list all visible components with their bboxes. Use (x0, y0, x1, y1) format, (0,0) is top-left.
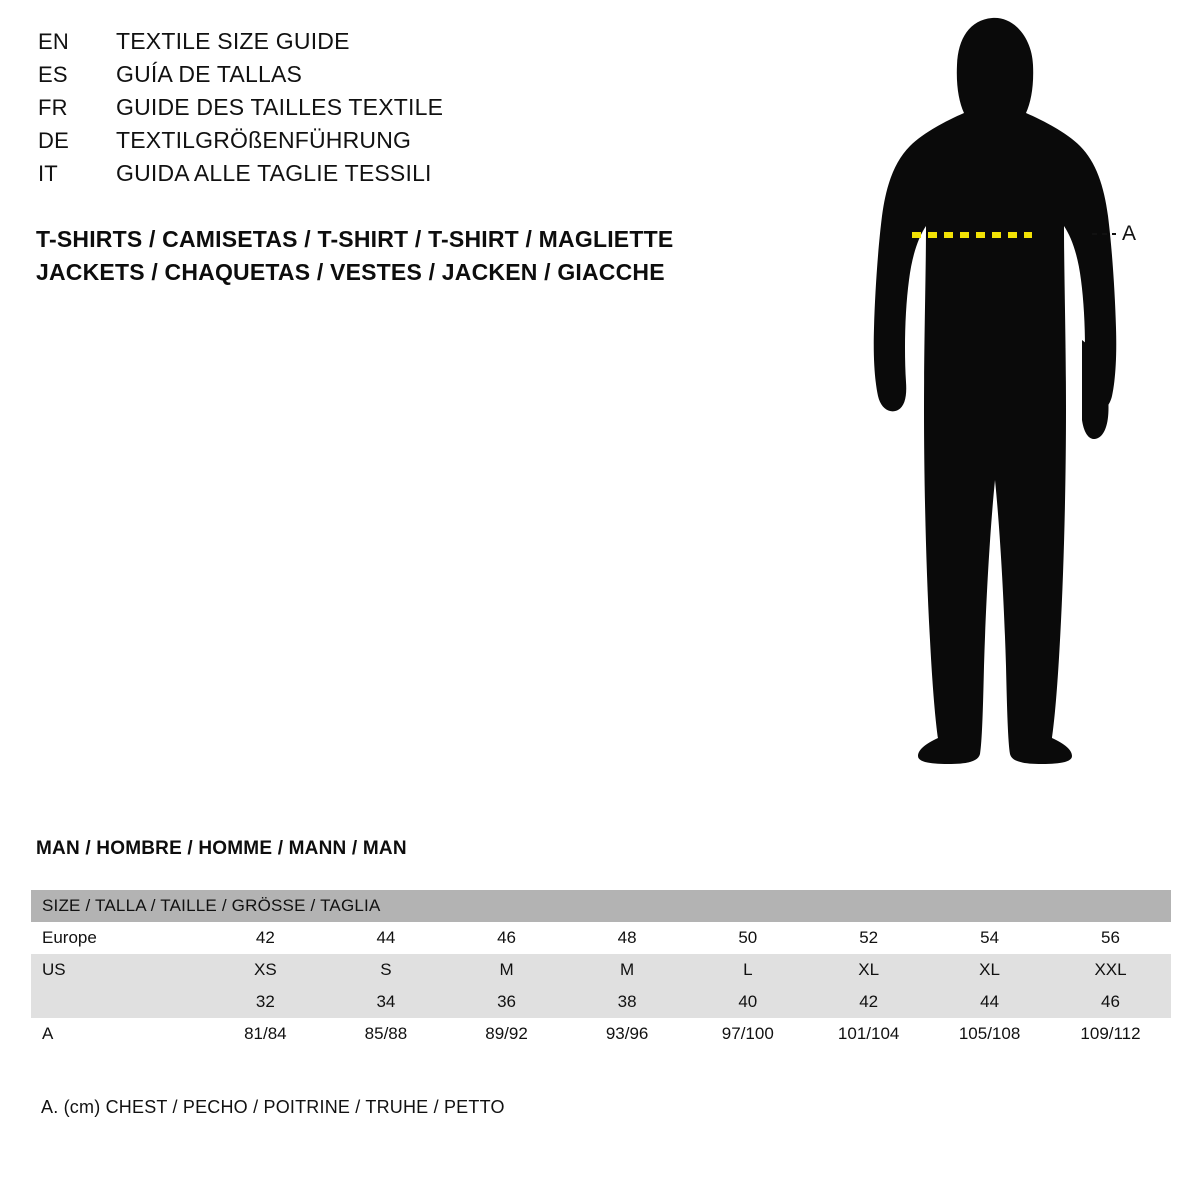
table-cell: 52 (808, 922, 929, 954)
size-table (31, 890, 1171, 1050)
table-cell: 44 (326, 922, 447, 954)
table-cell: M (446, 954, 567, 986)
table-cell: M (567, 954, 688, 986)
row-label: A (31, 1018, 205, 1050)
table-cell: XL (808, 954, 929, 986)
table-footnote: A. (cm) CHEST / PECHO / POITRINE / TRUHE / PETTO (41, 1097, 505, 1117)
table-row (31, 954, 1171, 986)
language-code: IT (38, 161, 58, 186)
row-label (31, 986, 205, 1018)
table-cell: 97/100 (687, 1018, 808, 1050)
table-cell: 38 (567, 986, 688, 1018)
language-row (38, 160, 738, 193)
language-row (38, 127, 738, 160)
table-cell: 81/84 (205, 1018, 326, 1050)
table-cell: XL (929, 954, 1050, 986)
table-cell: 50 (687, 922, 808, 954)
table-cell: 48 (567, 922, 688, 954)
table-header-row (31, 890, 1171, 922)
table-cell: 40 (687, 986, 808, 1018)
language-row (38, 28, 738, 61)
table-row (31, 1018, 1171, 1050)
language-code: DE (38, 128, 69, 153)
row-label: Europe (31, 922, 205, 954)
table-cell: 105/108 (929, 1018, 1050, 1050)
language-title: TEXTILE SIZE GUIDE (116, 28, 350, 54)
table-cell: S (326, 954, 447, 986)
language-title: GUIDA ALLE TAGLIE TESSILI (116, 160, 432, 186)
table-cell: 54 (929, 922, 1050, 954)
table-section-title: MAN / HOMBRE / HOMME / MANN / MAN (36, 838, 407, 859)
language-code: EN (38, 29, 69, 54)
table-cell: 85/88 (326, 1018, 447, 1050)
measure-leader-line (1092, 233, 1116, 235)
measure-label-a: A (1122, 222, 1137, 245)
table-cell: XS (205, 954, 326, 986)
silhouette-icon (820, 10, 1180, 800)
category-tshirts: T-SHIRTS / CAMISETAS / T-SHIRT / T-SHIRT / MAGLIETTE (36, 226, 674, 252)
table-cell: 42 (205, 922, 326, 954)
table-cell: 36 (446, 986, 567, 1018)
language-code: FR (38, 95, 68, 120)
table-row (31, 922, 1171, 954)
language-row (38, 61, 738, 94)
language-title: TEXTILGRÖßENFÜHRUNG (116, 127, 412, 153)
table-cell: 44 (929, 986, 1050, 1018)
table-cell: 56 (1050, 922, 1171, 954)
language-title: GUÍA DE TALLAS (116, 61, 303, 87)
table-cell: 93/96 (567, 1018, 688, 1050)
table-cell: 109/112 (1050, 1018, 1171, 1050)
language-title: GUIDE DES TAILLES TEXTILE (116, 94, 444, 120)
table-cell: L (687, 954, 808, 986)
row-label: US (31, 954, 205, 986)
table-cell: 101/104 (808, 1018, 929, 1050)
table-header-label: SIZE / TALLA / TAILLE / GRÖSSE / TAGLIA (31, 890, 1171, 922)
category-jackets: JACKETS / CHAQUETAS / VESTES / JACKEN / GIACCHE (36, 259, 665, 285)
table-cell: 34 (326, 986, 447, 1018)
table-cell: 42 (808, 986, 929, 1018)
table-cell: 89/92 (446, 1018, 567, 1050)
table-cell: 46 (1050, 986, 1171, 1018)
body-silhouette-figure (820, 10, 1180, 800)
table-cell: XXL (1050, 954, 1171, 986)
table-cell: 46 (446, 922, 567, 954)
language-list (38, 28, 738, 193)
table-row (31, 986, 1171, 1018)
category-headings (36, 223, 836, 289)
language-row (38, 94, 738, 127)
table-cell: 32 (205, 986, 326, 1018)
language-code: ES (38, 62, 68, 87)
